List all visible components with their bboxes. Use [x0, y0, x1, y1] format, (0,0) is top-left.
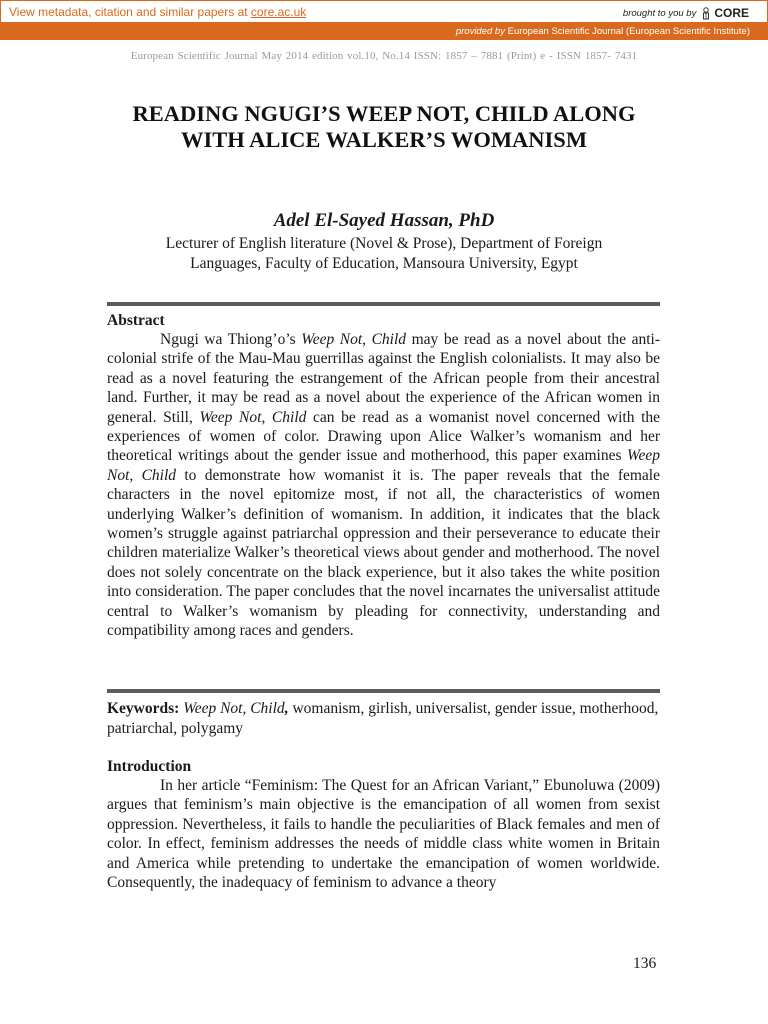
author-name: Adel El-Sayed Hassan, PhD: [273, 210, 495, 231]
affiliation-line-2: Languages, Faculty of Education, Mansoura University, Egypt: [190, 254, 578, 272]
abstract-heading: Abstract: [107, 312, 165, 329]
divider-rule-bottom: [107, 689, 660, 693]
abstract-body: [107, 330, 660, 641]
core-view-text: View metadata, citation and similar papers at: [9, 5, 251, 19]
affiliation-line-1: Lecturer of English literature (Novel & Prose), Department of Foreign: [165, 235, 603, 252]
core-brand: CORE: [714, 6, 749, 20]
keywords: [107, 699, 660, 738]
abstract-text-1: Ngugi wa Thiong’o’s: [160, 331, 302, 348]
abstract-text-2: may be read as a novel about the anti-colonial strife of the Mau-Mau guerrillas against the English colonialists. It may also be read as a novel featuring the estrangement of the African people from their ancestral land. Further, it may be read as a novel about the experience of the African women in general. Still,: [107, 331, 660, 426]
core-banner: [0, 0, 768, 23]
title-line-1: READING NGUGI’S WEEP NOT, CHILD ALONG: [132, 101, 636, 126]
introduction-body: In her article “Feminism: The Quest for an African Variant,” Ebunoluwa (2009) argues that feminism’s main objective is the emancipation of all women from sexist oppression. Nevertheless, it fails to handle the peculiarities of Black females and men of color. In effect, feminism addresses the needs of middle class white women in Britain and America while pretending to undertake the emancipation of women worldwide. Consequently, the inadequacy of feminism to advance a theory: [107, 777, 660, 892]
divider-rule-top: [107, 302, 660, 306]
keywords-label: Keywords:: [107, 700, 180, 717]
journal-header: European Scientific Journal May 2014 edition vol.10, No.14 ISSN: 1857 – 7881 (Print) e - ISSN 1857- 7431: [130, 50, 638, 62]
keywords-title-ref: Weep Not, Child: [179, 700, 285, 717]
title-line-2: WITH ALICE WALKER’S WOMANISM: [180, 127, 588, 152]
paper-title: [60, 101, 708, 153]
core-provided-by: [0, 23, 768, 40]
abstract-title-ref-3: Weep Not, Child: [107, 447, 660, 484]
core-brought-by[interactable]: [623, 6, 749, 20]
core-view-metadata: [9, 5, 306, 19]
introduction-heading: Introduction: [107, 758, 192, 775]
author-affiliation: [60, 234, 708, 273]
abstract-title-ref-2: Weep Not, Child: [199, 408, 307, 426]
keywords-list: womanism, girlish, universalist, gender issue, motherhood, patriarchal, polygamy: [107, 700, 659, 737]
core-logo-icon: [700, 7, 712, 20]
abstract-title-ref-1: Weep Not, Child: [301, 331, 407, 348]
page-number: 136: [633, 955, 657, 972]
keywords-comma: ,: [284, 700, 289, 717]
provided-prefix: provided by: [455, 26, 505, 37]
core-link[interactable]: core.ac.uk: [250, 5, 307, 19]
abstract-text-3: can be read as a womanist novel concerned with the experiences of women of color. Drawing upon Alice Walker’s womanism and her theoretical writings about the gender issue and motherhood, this paper examines: [107, 408, 661, 465]
core-brought-text: brought to you by: [622, 7, 697, 19]
abstract-text-4: to demonstrate how womanist it is. The paper reveals that the female characters in the novel epitomize most, if not all, the characteristics of women underlying Walker’s definition of womanism. In addition, it indicates that the black women’s struggle against patriarchal oppression and their perseverance to educate their children materialize Walker’s theoretical views about gender and motherhood. The novel does not solely concentrate on the black experience, but it also takes the white position into consideration. The paper concludes that the novel incarnates the universalist attitude central to Walker’s womanism by pleading for connectivity, understanding and compatibility among races and genders.: [107, 466, 660, 640]
provided-source: European Scientific Journal (European Scientific Institute): [504, 26, 750, 37]
